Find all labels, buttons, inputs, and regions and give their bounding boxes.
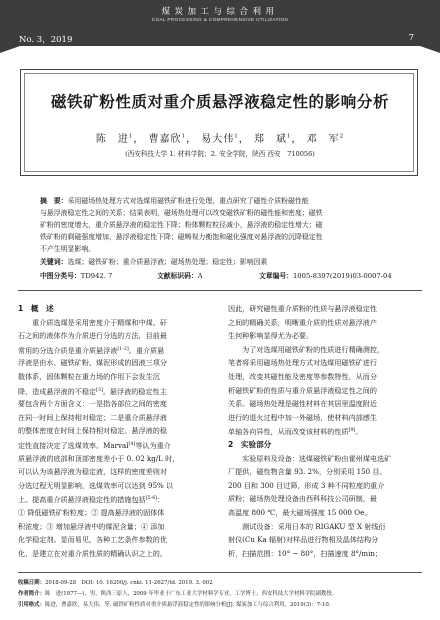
body-text-line: 可以认为该悬浮液为稳定液，这样的密度差则对 (18, 467, 167, 477)
author-affil-mark: 1 (286, 133, 292, 140)
journal-title-en: COAL PROCESSING & COMPREHENSIVE UTILIZATION (151, 17, 289, 22)
citation-ref: [1-2] (117, 346, 129, 352)
body-text-line: 定性直接决定了选煤效率。Marval[4]等认为重介 (18, 441, 171, 450)
author-name: 邓 军 (306, 134, 340, 145)
section-heading: 2 实验部分 (228, 440, 272, 449)
body-text-line: 浮液是由水、磁铁矿粉、煤泥形成的固液三项分 (18, 358, 167, 368)
body-text-line: 析磁铁矿粉的性质与重介质悬浮液稳定性之间的 (228, 385, 377, 395)
footnote-divider (18, 572, 422, 573)
article-no-field: 文章编号：1005-8397(2019)03-0007-04 (259, 272, 392, 280)
footnote-citation: 引用格式：陈进，曹嘉欣，易大伟，等. 磁铁矿粉性质对重介质悬浮液稳定性的影响分析[J]. 煤炭加工与综合利用，2019(3)：7-10. (18, 602, 331, 608)
body-text-line: 重介质选煤是采用密度介于精煤和中煤、矸 (18, 317, 167, 327)
body-text-line: 化学稳定剂。显而易见，各种工艺条件参数的优 (18, 535, 167, 545)
abstract-line: 铁矿粉的剩磁强度增加，悬浮液稳定性下降；磁畴视力衡饱和磁化强度对悬浮液的沉降稳定性 (40, 233, 323, 241)
abstract-divider (18, 290, 422, 291)
body-text-line: 析，扫描范围：10° ~ 80°，扫描速度 8°/min； (228, 548, 383, 558)
author-name: 易大伟 (201, 134, 235, 145)
body-text-line: 降，造成悬浮液的不稳定[3]。悬浮液的稳定性主 (18, 386, 167, 396)
header-corner-right (420, 46, 440, 53)
body-text-line: 单轴各向异性，从而改变该材料的性质[9]。 (228, 427, 363, 437)
body-text-line: ① 降低磁铁矿粉粒度；② 提高悬浮液的固体体 (18, 508, 165, 517)
footnote-received: 收稿日期：2018-09-28 DOI: 10. 16200/j. cnki. 11-2627/td. 2019. 3. 002 (18, 580, 213, 586)
abstract-line: 不产生明显影响。 (40, 245, 96, 253)
author-name: 郑 斌 (253, 134, 287, 145)
affiliation: (西安科技大学 1. 材料学院；2. 安全学院，陕西 西安 710056) (125, 150, 315, 158)
citation-ref: [3] (96, 387, 103, 393)
author-name: 曹嘉欣 (148, 134, 182, 145)
body-text-line: 高温度 800 ℃，最大磁场强度 15 000 Oe。 (228, 508, 372, 517)
keywords-line (40, 257, 404, 269)
doc-code-field: 文献标识码：A (157, 272, 203, 280)
body-text-line: 石之间的液体作为介质进行分选的方法，目前最 (18, 331, 167, 341)
clc-field: 中图分类号：TD942. 7 (40, 272, 113, 280)
issue-number: No. 3，2019 (19, 35, 73, 45)
author-affil-mark: 2 (339, 133, 345, 140)
section-heading: 1 概 述 (18, 304, 54, 313)
body-text-line: 化，是建立在对重介质性质的精确认识之上的。 (18, 548, 167, 558)
body-text-line: 质悬浮液的底部和顶部密度差小于 0. 02 kg/L 时， (18, 453, 180, 463)
author-name: 陈 进 (95, 134, 129, 145)
citation-ref: [5-6] (145, 496, 158, 502)
abstract-line: 与悬浮液稳定性之间的关系；结果表明，磁场热处理可以改变磁铁矿粉的磁性能和密度；磁铁 (40, 209, 323, 217)
body-text-line: 处理，改变其磁性能及密度等参数特性，从而分 (228, 372, 377, 381)
body-text-line: 在同一时间上保持相对稳定；二是重介质悬浮液 (18, 412, 167, 422)
clc-value: TD942. 7 (80, 272, 113, 280)
body-text-line: 因此，研究磁性重介质粉的性质与悬浮液稳定性 (228, 304, 377, 313)
body-text-line: 上。提高重介质悬浮液稳定性的措施包括[5-6]： (18, 495, 165, 505)
page-number: 7 (408, 33, 414, 43)
body-text-line: 生何种影响显得尤为必要。 (228, 331, 314, 341)
journal-title-cn: 煤炭加工与综合利用 (161, 7, 279, 17)
body-text-line: 要包含两个方面含义：一是指各部位之间的密度 (18, 399, 167, 409)
abstract-label: 摘 要： (40, 197, 68, 205)
title-frame (20, 69, 418, 176)
keywords: 选煤；磁铁矿粉；重介质悬浮液；磁场热处理；稳定性；影响因素 (67, 258, 268, 266)
header-corner-left (0, 46, 20, 53)
body-text-line: 常用的分选介质是重介质悬浮液[1-2]。重介质悬 (18, 345, 165, 355)
body-text-line: 厂提供，磁性物含量 93. 2%，分别采用 150 目、 (228, 467, 387, 477)
body-text-line: 200 目和 300 目过筛，形成 3 种不同粒度的重介 (228, 480, 385, 490)
author-list: 陈 进$^1$， 曹嘉欣$^1$， 易大伟$^1$， 郑 斌$^1$， 邓 军$^2$ (95, 133, 345, 145)
body-text-line: 之间的精确关系，明晰重介质的性质对悬浮液产 (228, 317, 377, 327)
body-text-line: 笔者将采用磁场热处理方式对选煤用磁铁矿进行 (228, 358, 377, 368)
body-text-line: 测试设备：采用日本的 RIGAKU 型 X 射线衍 (228, 521, 386, 531)
author-affil-mark: 1 (181, 133, 187, 140)
body-text-line: 进行的退火过程中加一外磁场，使材料内部感生 (228, 412, 377, 422)
article-title: 磁铁矿粉性质对重介质悬浮液稳定性的影响分析 (50, 93, 390, 111)
keywords-label: 关键词： (40, 258, 68, 266)
body-text-line: 的整体密度在时间上保持相对稳定。悬浮液的稳 (18, 426, 167, 436)
citation-ref: [4] (128, 442, 136, 447)
body-text-line: 关系。磁场热处理是磁性材料在其居里温度附近 (228, 399, 377, 409)
body-text-line: 实验原料及设备：选煤磁铁矿粉由霍州煤电选矿 (228, 453, 392, 463)
body-text-line: 散体系，固体颗粒在重力场的作用下会发生沉 (18, 372, 160, 381)
body-text-line: 积浓度；③ 增加悬浮液中的煤泥含量；④ 添加 (18, 521, 165, 531)
body-text-line: 为了对选煤用磁铁矿粉的性质进行精确测控， (228, 344, 385, 354)
author-affil-mark: 1 (234, 133, 239, 140)
author-affil-mark: 1 (128, 133, 134, 140)
body-text-line: 质粉；磁场热处理设备由西科科技公司研制，最 (228, 494, 377, 504)
body-text-line: 射仪(Cu Ka 辐射)对样品进行物相及晶体结构分 (228, 535, 379, 545)
article-no-value: 1005-8397(2019)03-0007-04 (292, 272, 392, 280)
citation-ref: [9] (348, 428, 356, 434)
doc-code-value: A (197, 272, 203, 280)
abstract-line: 矿粉的密度增大，重介质悬浮液的稳定性下降；粉体颗粒粒径减小，悬浮液的稳定性增大；磁 (40, 221, 323, 229)
abstract-line: 摘 要：采用磁场热处理方式对选煤用磁铁矿粉进行处理，重点研究了磁性介质粉磁性能 (40, 197, 309, 205)
body-text-line: 分选过程无明显影响，选煤效率可以达到 95% 以 (18, 480, 174, 490)
footnote-author-bio: 作者简介：陈 进(1977—)，男，陕西三原人，2009 年毕业于广东工业大学材料学专业，工学博士，西安科技大学材料学院副教授。 (18, 591, 338, 597)
